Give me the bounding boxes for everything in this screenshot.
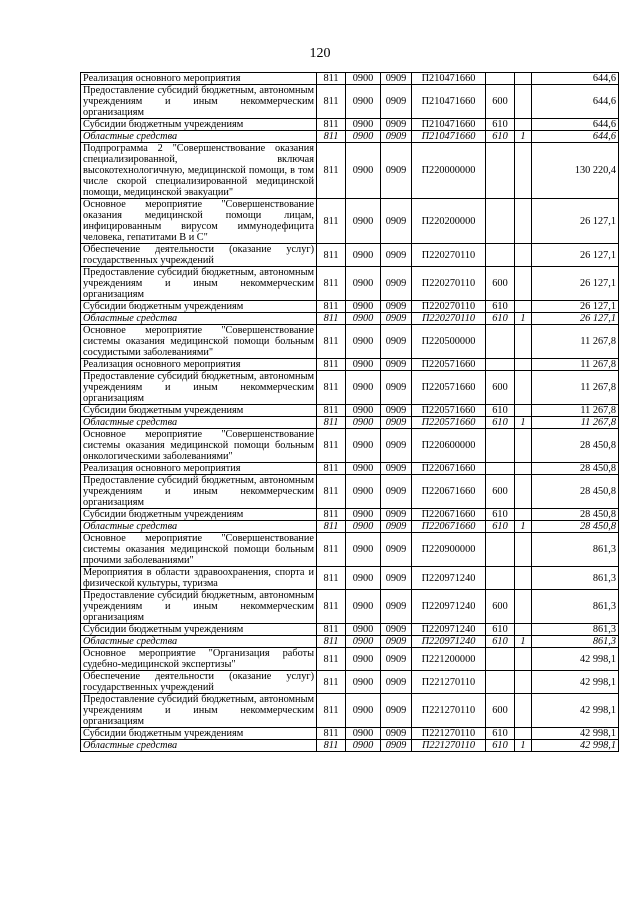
- target-article-code: П221270110: [412, 694, 486, 728]
- expense-type-code: 610: [486, 405, 515, 417]
- amount: 26 127,1: [532, 267, 619, 301]
- target-article-code: П210471660: [412, 131, 486, 143]
- expense-type-code: 610: [486, 521, 515, 533]
- target-article-code: П220671660: [412, 521, 486, 533]
- grbs-code: 811: [317, 728, 346, 740]
- expense-type-code: 600: [486, 475, 515, 509]
- target-article-code: П210471660: [412, 119, 486, 131]
- item-name: Субсидии бюджетным учреждениям: [81, 728, 317, 740]
- budget-level-code: [515, 325, 532, 359]
- subsection-code: 0909: [381, 417, 412, 429]
- table-row: [81, 73, 619, 85]
- expense-type-code: [486, 463, 515, 475]
- expense-type-code: [486, 533, 515, 567]
- amount: 11 267,8: [532, 359, 619, 371]
- section-code: 0900: [346, 73, 381, 85]
- section-code: 0900: [346, 267, 381, 301]
- expense-type-code: [486, 671, 515, 694]
- item-name: Областные средства: [81, 131, 317, 143]
- grbs-code: 811: [317, 313, 346, 325]
- subsection-code: 0909: [381, 475, 412, 509]
- budget-level-code: [515, 533, 532, 567]
- section-code: 0900: [346, 119, 381, 131]
- section-code: 0900: [346, 313, 381, 325]
- grbs-code: 811: [317, 405, 346, 417]
- expense-type-code: 600: [486, 85, 515, 119]
- section-code: 0900: [346, 85, 381, 119]
- subsection-code: 0909: [381, 509, 412, 521]
- item-name: Реализация основного мероприятия: [81, 73, 317, 85]
- expense-type-code: 600: [486, 267, 515, 301]
- amount: 644,6: [532, 73, 619, 85]
- section-code: 0900: [346, 429, 381, 463]
- grbs-code: 811: [317, 73, 346, 85]
- expense-type-code: 610: [486, 417, 515, 429]
- item-name: Областные средства: [81, 740, 317, 752]
- table-row: [81, 694, 619, 728]
- item-name: Субсидии бюджетным учреждениям: [81, 301, 317, 313]
- item-name: Обеспечение деятельности (оказание услуг) государственных учреждений: [81, 671, 317, 694]
- subsection-code: 0909: [381, 521, 412, 533]
- subsection-code: 0909: [381, 325, 412, 359]
- budget-level-code: [515, 85, 532, 119]
- target-article-code: П220671660: [412, 475, 486, 509]
- budget-level-code: [515, 371, 532, 405]
- target-article-code: П220900000: [412, 533, 486, 567]
- amount: 11 267,8: [532, 325, 619, 359]
- item-name: Основное мероприятие "Организация работы судебно-медицинской экспертизы": [81, 648, 317, 671]
- grbs-code: 811: [317, 648, 346, 671]
- target-article-code: П220971240: [412, 590, 486, 624]
- subsection-code: 0909: [381, 313, 412, 325]
- budget-level-code: 1: [515, 636, 532, 648]
- subsection-code: 0909: [381, 694, 412, 728]
- section-code: 0900: [346, 325, 381, 359]
- item-name: Основное мероприятие "Совершенствование системы оказания медицинской помощи больным сосудистыми заболеваниями": [81, 325, 317, 359]
- item-name: Мероприятия в области здравоохранения, спорта и физической культуры, туризма: [81, 567, 317, 590]
- item-name: Обеспечение деятельности (оказание услуг) государственных учреждений: [81, 244, 317, 267]
- expense-type-code: 610: [486, 313, 515, 325]
- grbs-code: 811: [317, 119, 346, 131]
- expense-type-code: 600: [486, 371, 515, 405]
- expense-type-code: 610: [486, 636, 515, 648]
- grbs-code: 811: [317, 509, 346, 521]
- grbs-code: 811: [317, 131, 346, 143]
- amount: 28 450,8: [532, 509, 619, 521]
- table-row: [81, 371, 619, 405]
- subsection-code: 0909: [381, 85, 412, 119]
- table-row: [81, 624, 619, 636]
- item-name: Предоставление субсидий бюджетным, автономным учреждениям и иным некоммерческим организациям: [81, 694, 317, 728]
- amount: 11 267,8: [532, 405, 619, 417]
- expense-type-code: 610: [486, 624, 515, 636]
- budget-level-code: [515, 301, 532, 313]
- item-name: Областные средства: [81, 521, 317, 533]
- amount: 644,6: [532, 85, 619, 119]
- budget-level-code: [515, 694, 532, 728]
- amount: 26 127,1: [532, 244, 619, 267]
- target-article-code: П220500000: [412, 325, 486, 359]
- amount: 26 127,1: [532, 313, 619, 325]
- target-article-code: П221270110: [412, 740, 486, 752]
- budget-table: [80, 72, 619, 752]
- section-code: 0900: [346, 301, 381, 313]
- amount: 861,3: [532, 590, 619, 624]
- subsection-code: 0909: [381, 463, 412, 475]
- target-article-code: П220200000: [412, 199, 486, 244]
- section-code: 0900: [346, 694, 381, 728]
- subsection-code: 0909: [381, 567, 412, 590]
- budget-level-code: [515, 359, 532, 371]
- expense-type-code: [486, 73, 515, 85]
- item-name: Основное мероприятие "Совершенствование системы оказания медицинской помощи больным онкологическими заболеваниями": [81, 429, 317, 463]
- table-row: [81, 131, 619, 143]
- section-code: 0900: [346, 405, 381, 417]
- table-row: [81, 359, 619, 371]
- target-article-code: П221200000: [412, 648, 486, 671]
- budget-level-code: [515, 624, 532, 636]
- section-code: 0900: [346, 371, 381, 405]
- target-article-code: П220571660: [412, 371, 486, 405]
- budget-level-code: [515, 267, 532, 301]
- budget-level-code: 1: [515, 740, 532, 752]
- subsection-code: 0909: [381, 533, 412, 567]
- amount: 130 220,4: [532, 143, 619, 199]
- grbs-code: 811: [317, 590, 346, 624]
- grbs-code: 811: [317, 143, 346, 199]
- grbs-code: 811: [317, 359, 346, 371]
- grbs-code: 811: [317, 671, 346, 694]
- grbs-code: 811: [317, 740, 346, 752]
- budget-level-code: [515, 429, 532, 463]
- amount: 26 127,1: [532, 301, 619, 313]
- subsection-code: 0909: [381, 73, 412, 85]
- grbs-code: 811: [317, 475, 346, 509]
- item-name: Субсидии бюджетным учреждениям: [81, 405, 317, 417]
- item-name: Предоставление субсидий бюджетным, автономным учреждениям и иным некоммерческим организациям: [81, 371, 317, 405]
- item-name: Предоставление субсидий бюджетным, автономным учреждениям и иным некоммерческим организациям: [81, 85, 317, 119]
- table-row: [81, 521, 619, 533]
- budget-level-code: [515, 590, 532, 624]
- table-row: [81, 267, 619, 301]
- section-code: 0900: [346, 463, 381, 475]
- amount: 644,6: [532, 119, 619, 131]
- subsection-code: 0909: [381, 267, 412, 301]
- grbs-code: 811: [317, 301, 346, 313]
- grbs-code: 811: [317, 567, 346, 590]
- amount: 861,3: [532, 567, 619, 590]
- budget-level-code: [515, 143, 532, 199]
- target-article-code: П210471660: [412, 85, 486, 119]
- grbs-code: 811: [317, 429, 346, 463]
- target-article-code: П221270110: [412, 728, 486, 740]
- budget-table-body: [81, 73, 619, 752]
- target-article-code: П220671660: [412, 463, 486, 475]
- target-article-code: П220571660: [412, 359, 486, 371]
- budget-level-code: [515, 405, 532, 417]
- amount: 42 998,1: [532, 648, 619, 671]
- expense-type-code: 610: [486, 509, 515, 521]
- section-code: 0900: [346, 475, 381, 509]
- item-name: Областные средства: [81, 636, 317, 648]
- table-row: [81, 405, 619, 417]
- budget-level-code: [515, 475, 532, 509]
- item-name: Подпрограмма 2 "Совершенствование оказания специализированной, включая высокотехнологичную, медицинской помощи, в том числе скорой специализированной медицинской помощи, медицинской эвакуации": [81, 143, 317, 199]
- grbs-code: 811: [317, 533, 346, 567]
- section-code: 0900: [346, 728, 381, 740]
- target-article-code: П220971240: [412, 567, 486, 590]
- item-name: Основное мероприятие "Совершенствование оказания медицинской помощи лицам, инфицированным вирусом иммунодефицита человека, гепатитами В и С": [81, 199, 317, 244]
- target-article-code: П220971240: [412, 636, 486, 648]
- expense-type-code: 600: [486, 590, 515, 624]
- table-row: [81, 533, 619, 567]
- table-row: [81, 590, 619, 624]
- subsection-code: 0909: [381, 301, 412, 313]
- amount: 28 450,8: [532, 521, 619, 533]
- section-code: 0900: [346, 624, 381, 636]
- expense-type-code: 600: [486, 694, 515, 728]
- amount: 42 998,1: [532, 671, 619, 694]
- subsection-code: 0909: [381, 624, 412, 636]
- expense-type-code: [486, 244, 515, 267]
- subsection-code: 0909: [381, 636, 412, 648]
- amount: 11 267,8: [532, 371, 619, 405]
- expense-type-code: [486, 143, 515, 199]
- subsection-code: 0909: [381, 740, 412, 752]
- amount: 11 267,8: [532, 417, 619, 429]
- table-row: [81, 463, 619, 475]
- table-row: [81, 119, 619, 131]
- table-row: [81, 429, 619, 463]
- section-code: 0900: [346, 567, 381, 590]
- item-name: Областные средства: [81, 417, 317, 429]
- table-row: [81, 199, 619, 244]
- table-row: [81, 509, 619, 521]
- expense-type-code: 610: [486, 119, 515, 131]
- table-row: [81, 325, 619, 359]
- budget-level-code: 1: [515, 521, 532, 533]
- target-article-code: П220600000: [412, 429, 486, 463]
- table-row: [81, 143, 619, 199]
- section-code: 0900: [346, 244, 381, 267]
- section-code: 0900: [346, 521, 381, 533]
- grbs-code: 811: [317, 624, 346, 636]
- expense-type-code: [486, 359, 515, 371]
- item-name: Реализация основного мероприятия: [81, 463, 317, 475]
- budget-level-code: [515, 244, 532, 267]
- subsection-code: 0909: [381, 119, 412, 131]
- subsection-code: 0909: [381, 728, 412, 740]
- table-row: [81, 244, 619, 267]
- grbs-code: 811: [317, 463, 346, 475]
- table-row: [81, 671, 619, 694]
- budget-level-code: [515, 73, 532, 85]
- table-row: [81, 417, 619, 429]
- budget-level-code: [515, 728, 532, 740]
- table-row: [81, 85, 619, 119]
- amount: 26 127,1: [532, 199, 619, 244]
- subsection-code: 0909: [381, 143, 412, 199]
- section-code: 0900: [346, 590, 381, 624]
- grbs-code: 811: [317, 267, 346, 301]
- table-row: [81, 301, 619, 313]
- amount: 42 998,1: [532, 728, 619, 740]
- target-article-code: П220571660: [412, 405, 486, 417]
- expense-type-code: 610: [486, 301, 515, 313]
- budget-level-code: 1: [515, 131, 532, 143]
- target-article-code: П210471660: [412, 73, 486, 85]
- amount: 861,3: [532, 533, 619, 567]
- grbs-code: 811: [317, 85, 346, 119]
- expense-type-code: [486, 199, 515, 244]
- budget-level-code: [515, 463, 532, 475]
- budget-level-code: [515, 199, 532, 244]
- budget-level-code: 1: [515, 417, 532, 429]
- grbs-code: 811: [317, 694, 346, 728]
- expense-type-code: 610: [486, 740, 515, 752]
- grbs-code: 811: [317, 371, 346, 405]
- section-code: 0900: [346, 131, 381, 143]
- budget-level-code: [515, 648, 532, 671]
- item-name: Субсидии бюджетным учреждениям: [81, 119, 317, 131]
- grbs-code: 811: [317, 521, 346, 533]
- section-code: 0900: [346, 143, 381, 199]
- section-code: 0900: [346, 509, 381, 521]
- subsection-code: 0909: [381, 359, 412, 371]
- subsection-code: 0909: [381, 429, 412, 463]
- table-row: [81, 740, 619, 752]
- expense-type-code: 610: [486, 728, 515, 740]
- amount: 28 450,8: [532, 475, 619, 509]
- grbs-code: 811: [317, 417, 346, 429]
- amount: 861,3: [532, 636, 619, 648]
- amount: 861,3: [532, 624, 619, 636]
- grbs-code: 811: [317, 325, 346, 359]
- section-code: 0900: [346, 636, 381, 648]
- table-row: [81, 567, 619, 590]
- target-article-code: П220270110: [412, 301, 486, 313]
- budget-level-code: [515, 567, 532, 590]
- subsection-code: 0909: [381, 671, 412, 694]
- subsection-code: 0909: [381, 405, 412, 417]
- section-code: 0900: [346, 671, 381, 694]
- subsection-code: 0909: [381, 648, 412, 671]
- budget-level-code: 1: [515, 313, 532, 325]
- amount: 644,6: [532, 131, 619, 143]
- item-name: Основное мероприятие "Совершенствование системы оказания медицинской помощи больным прочими заболеваниями": [81, 533, 317, 567]
- target-article-code: П221270110: [412, 671, 486, 694]
- target-article-code: П220270110: [412, 313, 486, 325]
- table-row: [81, 636, 619, 648]
- table-row: [81, 728, 619, 740]
- target-article-code: П220000000: [412, 143, 486, 199]
- section-code: 0900: [346, 533, 381, 567]
- subsection-code: 0909: [381, 244, 412, 267]
- target-article-code: П220571660: [412, 417, 486, 429]
- subsection-code: 0909: [381, 371, 412, 405]
- item-name: Субсидии бюджетным учреждениям: [81, 624, 317, 636]
- item-name: Предоставление субсидий бюджетным, автономным учреждениям и иным некоммерческим организациям: [81, 267, 317, 301]
- table-row: [81, 648, 619, 671]
- expense-type-code: [486, 567, 515, 590]
- page-number: 120: [309, 46, 331, 61]
- item-name: Реализация основного мероприятия: [81, 359, 317, 371]
- budget-level-code: [515, 671, 532, 694]
- table-row: [81, 475, 619, 509]
- target-article-code: П220270110: [412, 244, 486, 267]
- section-code: 0900: [346, 740, 381, 752]
- amount: 28 450,8: [532, 429, 619, 463]
- grbs-code: 811: [317, 636, 346, 648]
- expense-type-code: [486, 648, 515, 671]
- amount: 28 450,8: [532, 463, 619, 475]
- grbs-code: 811: [317, 244, 346, 267]
- item-name: Субсидии бюджетным учреждениям: [81, 509, 317, 521]
- target-article-code: П220971240: [412, 624, 486, 636]
- target-article-code: П220270110: [412, 267, 486, 301]
- section-code: 0900: [346, 648, 381, 671]
- target-article-code: П220671660: [412, 509, 486, 521]
- subsection-code: 0909: [381, 199, 412, 244]
- budget-level-code: [515, 509, 532, 521]
- budget-level-code: [515, 119, 532, 131]
- amount: 42 998,1: [532, 694, 619, 728]
- grbs-code: 811: [317, 199, 346, 244]
- item-name: Предоставление субсидий бюджетным, автономным учреждениям и иным некоммерческим организациям: [81, 475, 317, 509]
- item-name: Областные средства: [81, 313, 317, 325]
- expense-type-code: 610: [486, 131, 515, 143]
- table-row: [81, 313, 619, 325]
- section-code: 0900: [346, 359, 381, 371]
- expense-type-code: [486, 325, 515, 359]
- amount: 42 998,1: [532, 740, 619, 752]
- subsection-code: 0909: [381, 590, 412, 624]
- section-code: 0900: [346, 417, 381, 429]
- section-code: 0900: [346, 199, 381, 244]
- item-name: Предоставление субсидий бюджетным, автономным учреждениям и иным некоммерческим организациям: [81, 590, 317, 624]
- subsection-code: 0909: [381, 131, 412, 143]
- expense-type-code: [486, 429, 515, 463]
